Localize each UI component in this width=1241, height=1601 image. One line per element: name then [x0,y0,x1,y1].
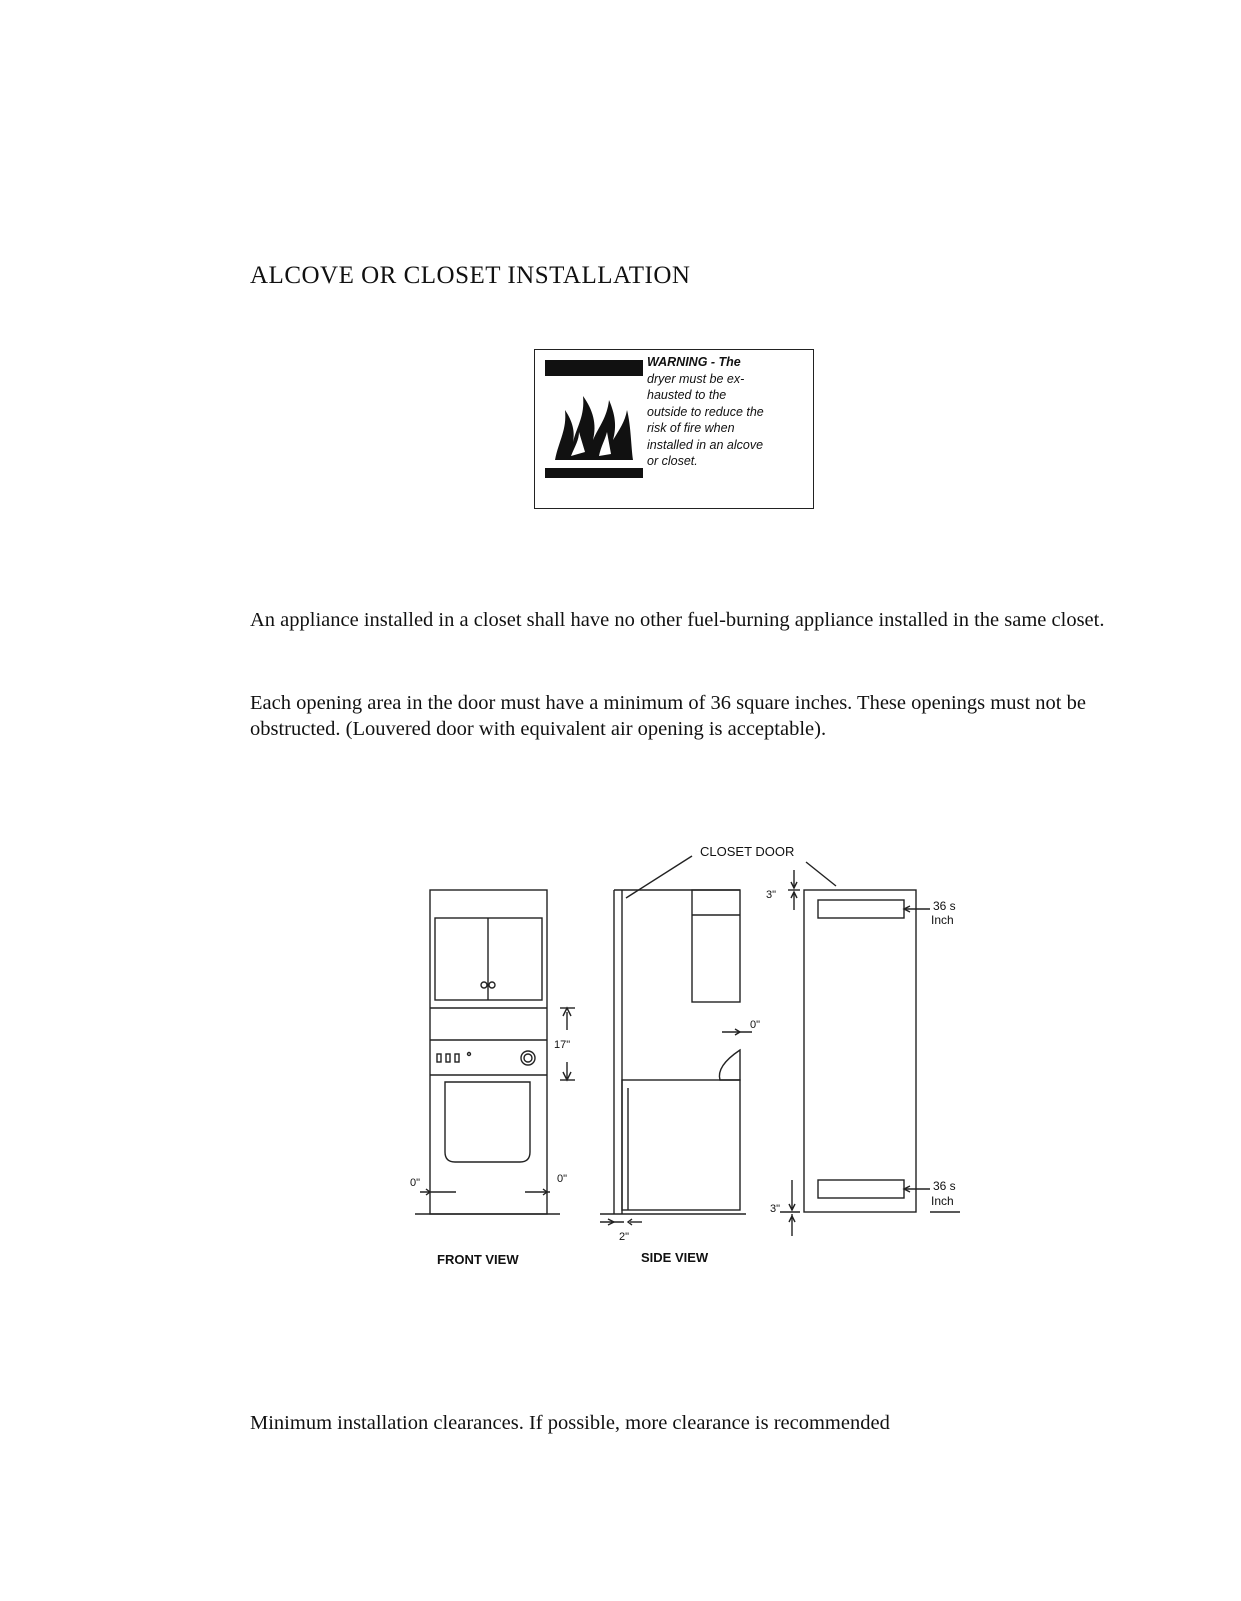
warning-line: dryer must be ex- [647,371,745,386]
dim-front-left: 0" [410,1177,421,1189]
paragraph-openings: Each opening area in the door must have a minimum of 36 square inches. These openings must not be obstructed. (Louvered door with equivalent air opening is acceptable). [250,692,1086,740]
paragraph-closet-rule: An appliance installed in a closet shall have no other fuel-burning appliance installed in the same closet. [250,609,1105,631]
dim-top-3: 3" [766,889,777,901]
warning-line: or closet. [647,454,698,468]
opening-bottom-label: 36 s [933,1179,956,1193]
warning-line: installed in an alcove [647,437,764,452]
front-view [415,890,575,1214]
warning-line: risk of fire when [647,421,735,435]
dim-17: 17" [554,1039,571,1051]
opening-top-label: 36 s [933,899,956,913]
side-view [600,856,752,1225]
warning-line: hausted to the [647,388,727,402]
page-title: ALCOVE OR CLOSET INSTALLATION [250,262,691,289]
dim-side-2: 2" [619,1231,630,1243]
opening-bottom-unit: Inch [931,1194,954,1208]
dim-front-right: 0" [557,1173,568,1185]
side-view-label: SIDE VIEW [641,1250,709,1265]
opening-top-unit: Inch [931,913,954,927]
warning-line: WARNING - The [647,355,741,369]
warning-line: outside to reduce the [647,404,764,419]
front-view-label: FRONT VIEW [437,1252,519,1267]
closet-door-label: CLOSET DOOR [700,844,795,859]
dim-side-0: 0" [750,1019,761,1031]
dim-bottom-3: 3" [770,1203,781,1215]
diagram-caption: Minimum installation clearances. If possible, more clearance is recommended [250,1412,890,1434]
